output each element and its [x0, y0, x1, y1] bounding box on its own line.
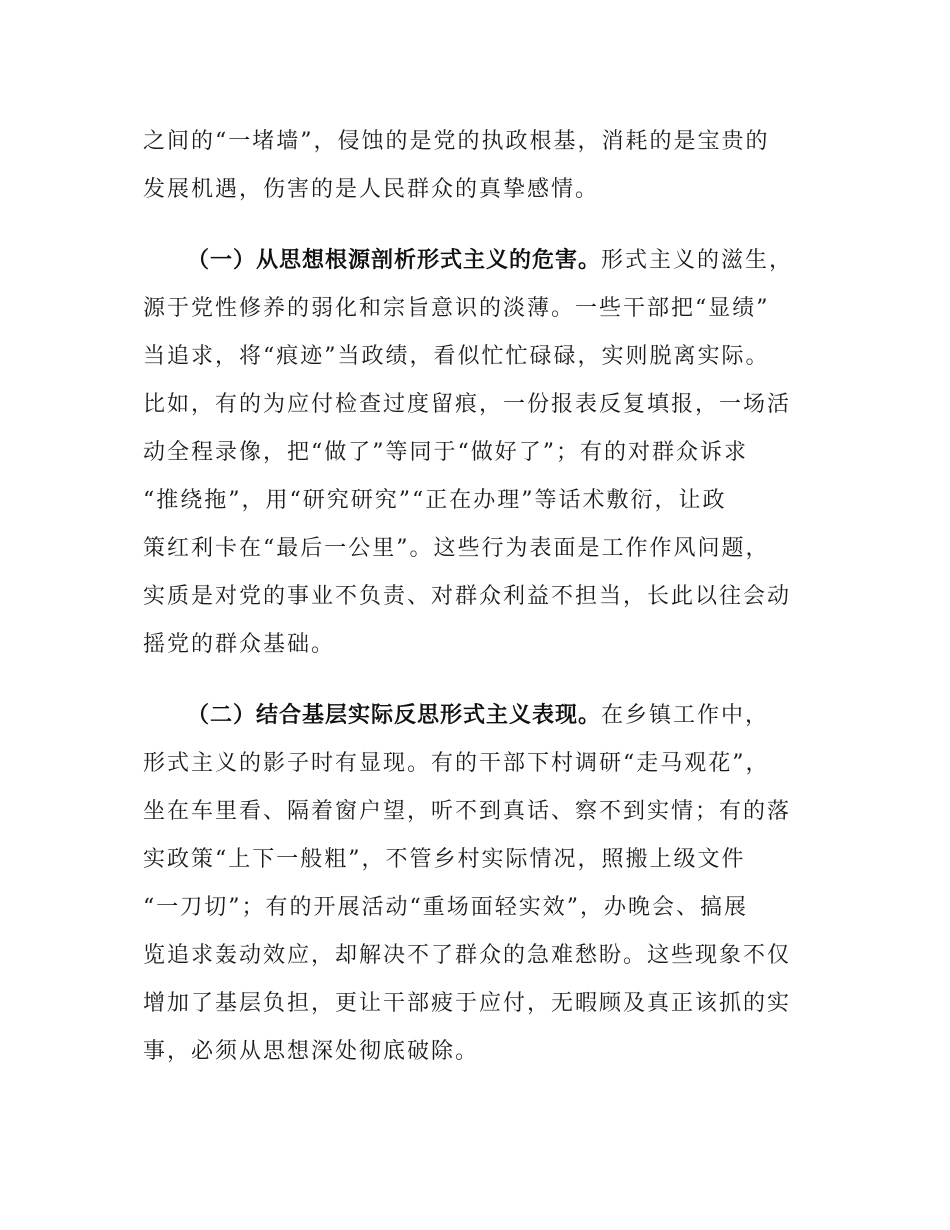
paragraph-line: 源于党性修养的弱化和宗旨意识的淡薄。一些干部把“显绩”: [143, 296, 770, 321]
paragraph-line: 增加了基层负担，更让干部疲于应付，无暇顾及真正该抓的实: [143, 991, 792, 1016]
paragraph-line: 形式主义的影子时有显现。有的干部下村调研“走马观花”，: [143, 751, 770, 776]
paragraph-text: 形式主义的滋生，: [601, 248, 794, 273]
paragraph-line: 动全程录像，把“做了”等同于“做好了”；有的对群众诉求: [143, 440, 748, 465]
paragraph-line: 坐在车里看、隔着窗户望，听不到真话、察不到实情；有的落: [143, 799, 792, 824]
section-two-paragraph: [143, 692, 823, 1076]
section-heading: （一）从思想根源剖析形式主义的危害。: [187, 248, 602, 273]
section-one-paragraph: [143, 237, 823, 669]
paragraph-text: 在乡镇工作中，: [601, 703, 770, 728]
paragraph-line: 实政策“上下一般粗”，不管乡村实际情况，照搬上级文件: [143, 847, 746, 872]
paragraph-line: 事，必须从思想深处彻底破除。: [143, 1039, 480, 1064]
paragraph-line: 摇党的群众基础。: [143, 632, 336, 657]
paragraph-line: 发展机遇，伤害的是人民群众的真挚感情。: [143, 177, 600, 202]
paragraph-line: 当追求，将“痕迹”当政绩，看似忙忙碌碌，实则脱离实际。: [143, 344, 770, 369]
paragraph-line: “推绕拖”，用“研究研究”“正在办理”等话术敷衍，让政: [143, 488, 727, 513]
paragraph-line: 实质是对党的事业不负责、对群众利益不担当，长此以往会动: [143, 584, 792, 609]
paragraph-continuation: [143, 118, 823, 214]
paragraph-line: 览追求轰动效应，却解决不了群众的急难愁盼。这些现象不仅: [143, 943, 792, 968]
section-heading: （二）结合基层实际反思形式主义表现。: [187, 703, 602, 728]
section-first-line: [143, 237, 823, 285]
section-first-line: [143, 692, 823, 740]
paragraph-line: 之间的“一堵墙”，侵蚀的是党的执政根基，消耗的是宝贵的: [143, 129, 770, 154]
paragraph-line: 比如，有的为应付检查过度留痕，一份报表反复填报，一场活: [143, 392, 792, 417]
paragraph-line: 策红利卡在“最后一公里”。这些行为表面是工作作风问题，: [143, 536, 770, 561]
paragraph-line: “一刀切”；有的开展活动“重场面轻实效”，办晚会、搞展: [143, 895, 748, 920]
